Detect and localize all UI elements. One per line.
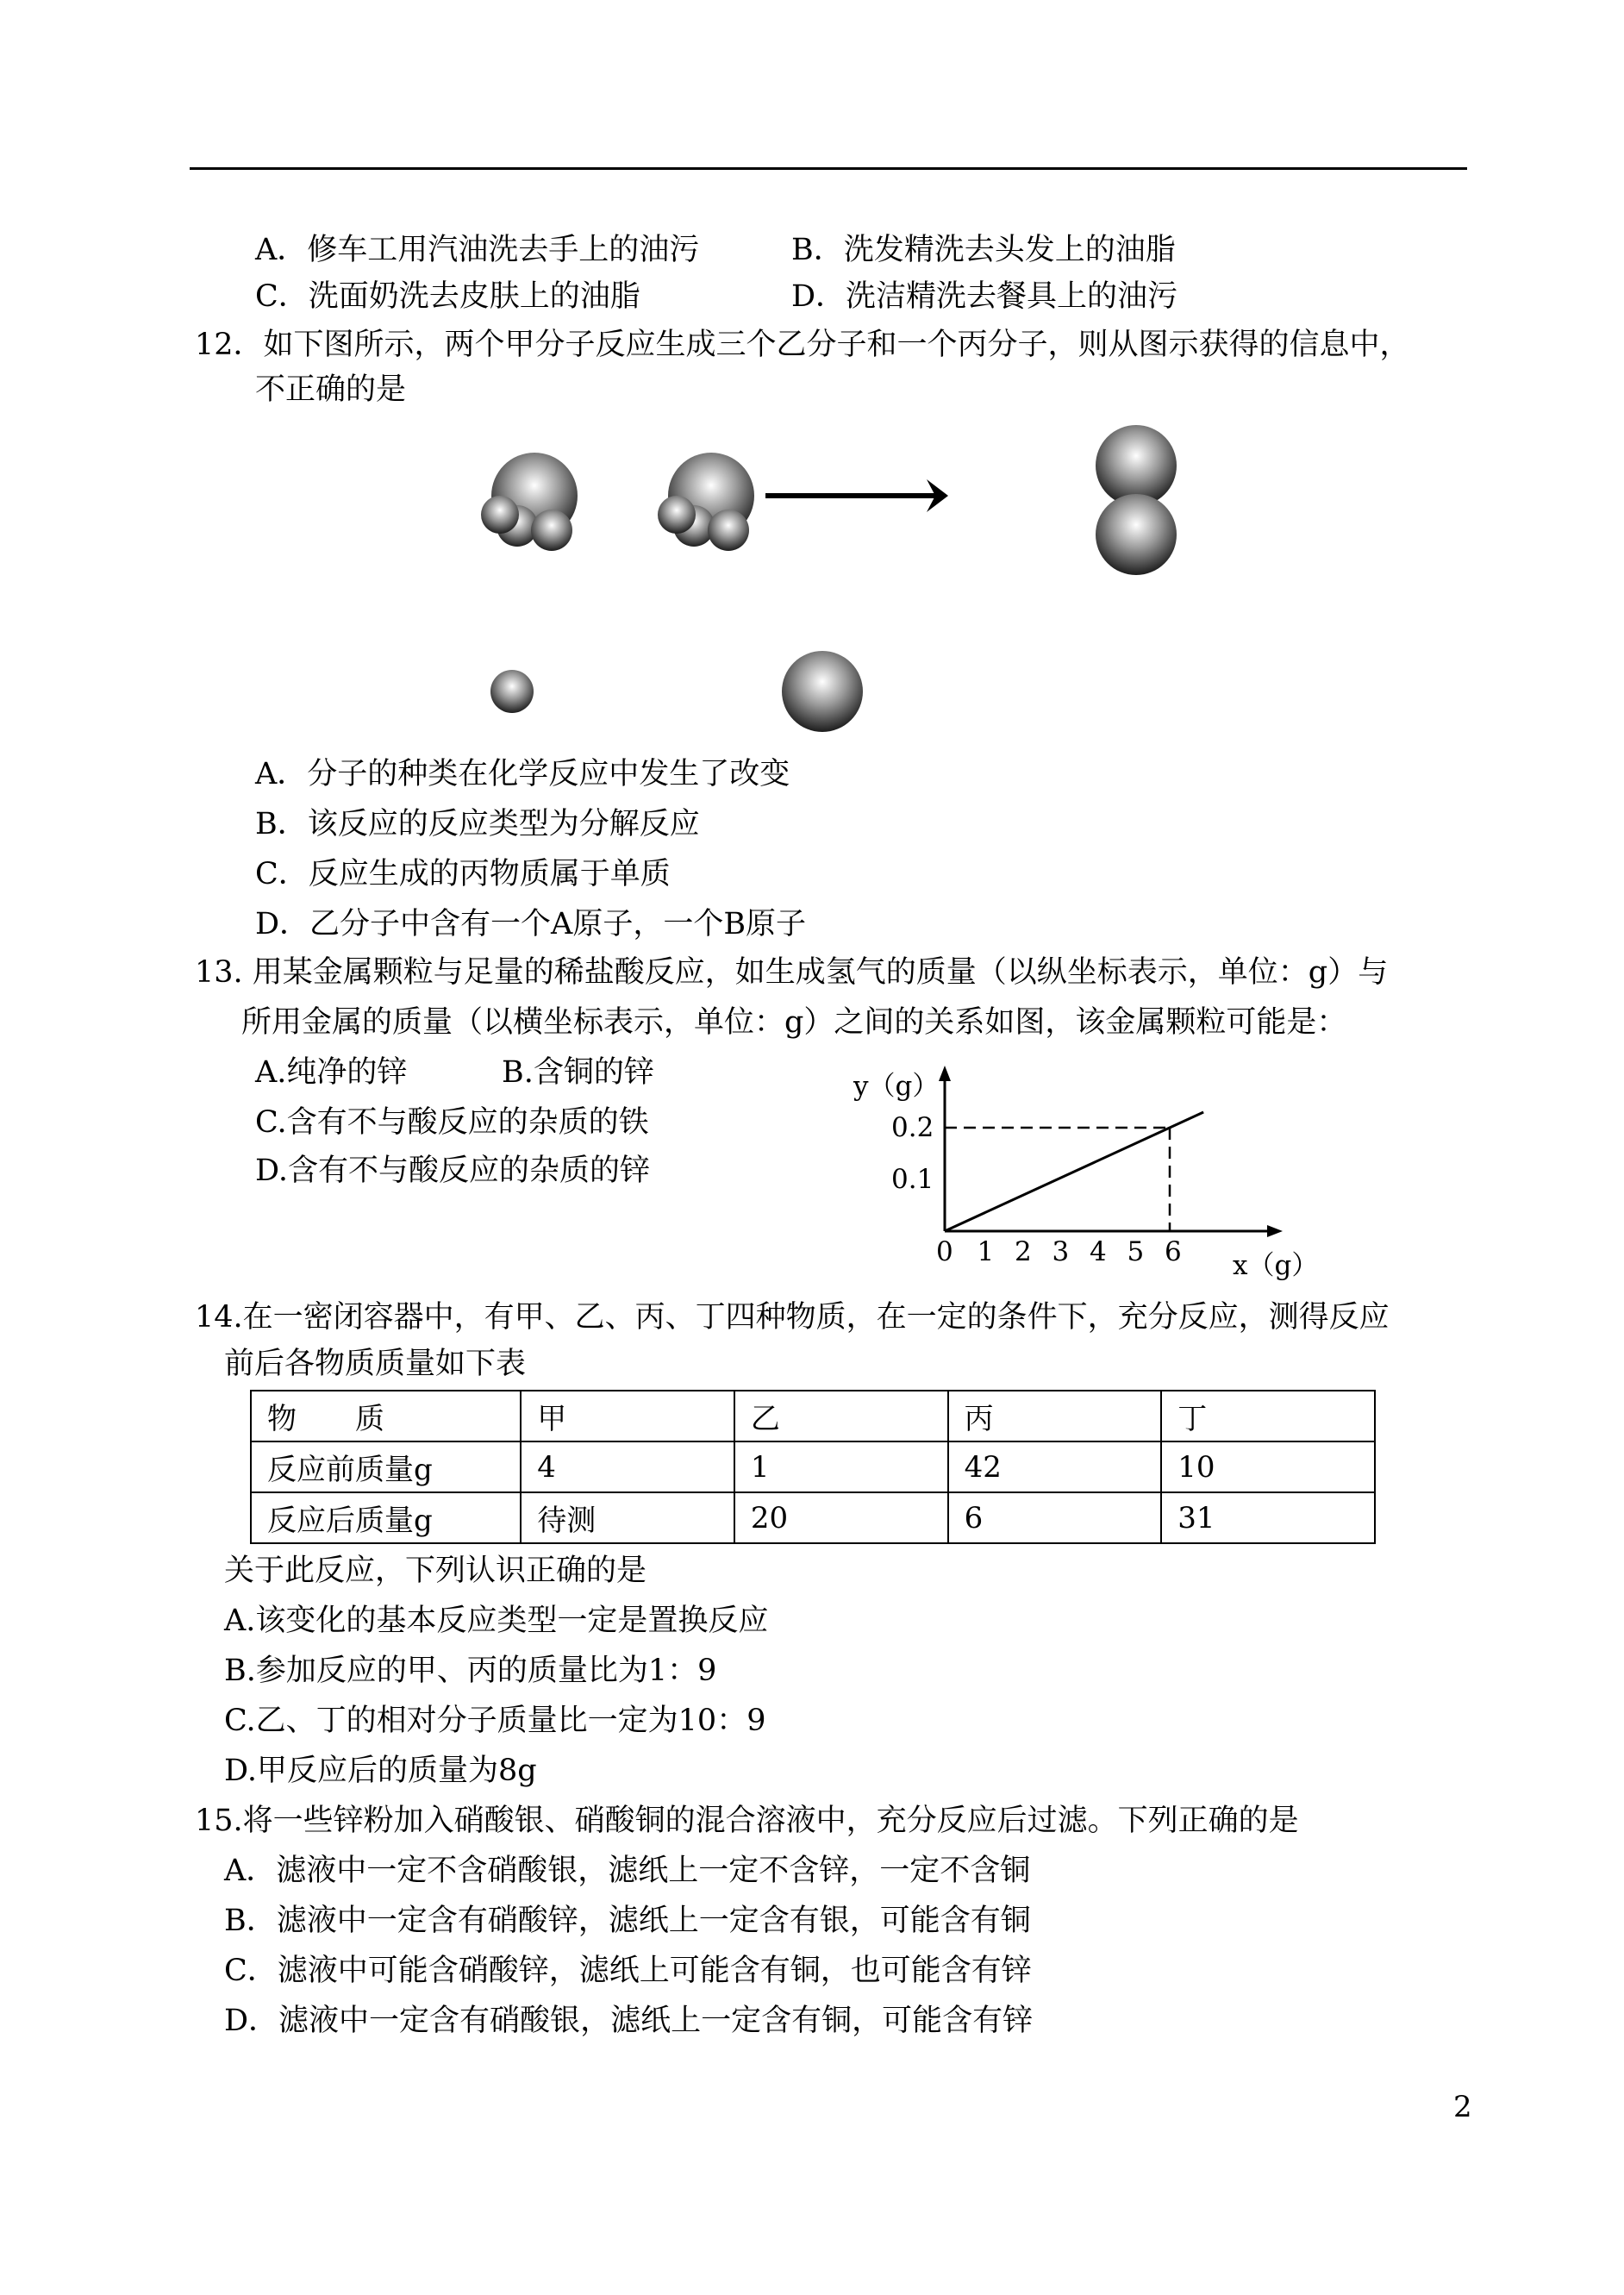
q12-stem-line1: 12．如下图所示，两个甲分子反应生成三个乙分子和一个丙分子，则从图示获得的信息中， xyxy=(195,328,1410,362)
table-header-cell: 丙 xyxy=(948,1391,1162,1441)
q14-option-c: C.乙、丁的相对分子质量比一定为10：9 xyxy=(224,1704,766,1738)
x-axis-arrow xyxy=(1267,1225,1283,1237)
table-cell: 待测 xyxy=(521,1492,734,1543)
q11-option-c: C．洗面奶洗去皮肤上的油脂 xyxy=(255,279,640,314)
y-tick-label: 0.2 xyxy=(891,1112,934,1143)
table-cell: 反应前质量g xyxy=(251,1441,521,1492)
q12-option-d: D．乙分子中含有一个A原子，一个B原子 xyxy=(255,907,807,941)
header-rule xyxy=(190,167,1467,170)
page-number: 2 xyxy=(1453,2090,1472,2124)
table-cell: 6 xyxy=(948,1492,1162,1543)
q14-stem-line2: 前后各物质质量如下表 xyxy=(224,1347,527,1381)
q14-stem-line1: 14.在一密闭容器中，有甲、乙、丙、丁四种物质，在一定的条件下，充分反应，测得反应 xyxy=(195,1300,1390,1335)
q15-option-d: D．滤液中一定含有硝酸银，滤纸上一定含有铜，可能含有锌 xyxy=(224,2004,1034,2038)
x-tick-label: 4 xyxy=(1090,1236,1107,1267)
q11-option-b: B．洗发精洗去头发上的油脂 xyxy=(791,233,1176,267)
large-atom xyxy=(782,651,863,732)
q14-option-b: B.参加反应的甲、丙的质量比为1：9 xyxy=(224,1654,717,1688)
q11-option-a: A．修车工用汽油洗去手上的油污 xyxy=(255,233,700,267)
y-axis-label: y（g） xyxy=(853,1071,940,1102)
q14-option-a: A.该变化的基本反应类型一定是置换反应 xyxy=(224,1604,769,1638)
molecule-diagram xyxy=(465,414,1207,741)
y-axis-arrow xyxy=(939,1066,951,1081)
table-row xyxy=(251,1441,1375,1492)
q12-option-c: C．反应生成的丙物质属于单质 xyxy=(255,857,671,891)
q12-option-b: B．该反应的反应类型为分解反应 xyxy=(255,807,700,841)
q14-mass-table xyxy=(250,1390,1376,1544)
reactant-molecule-1 xyxy=(481,453,578,551)
q12-stem-line2: 不正确的是 xyxy=(255,372,407,407)
table-header-cell: 甲 xyxy=(521,1391,734,1441)
table-cell: 10 xyxy=(1161,1441,1375,1492)
q13-option-c: C.含有不与酸反应的杂质的铁 xyxy=(255,1105,649,1140)
reaction-arrow xyxy=(765,479,948,512)
table-cell: 反应后质量g xyxy=(251,1492,521,1543)
x-tick-label: 5 xyxy=(1127,1236,1145,1267)
table-header-row xyxy=(251,1391,1375,1441)
q15-option-b: B．滤液中一定含有硝酸锌，滤纸上一定含有银，可能含有铜 xyxy=(224,1904,1031,1938)
x-tick-label: 2 xyxy=(1015,1236,1032,1267)
q13-option-b: B.含铜的锌 xyxy=(502,1055,654,1090)
q15-option-a: A．滤液中一定不含硝酸银，滤纸上一定不含锌，一定不含铜 xyxy=(224,1854,1031,1888)
x-axis-label: x（g） xyxy=(1233,1250,1319,1281)
q13-stem-line1: 13. 用某金属颗粒与足量的稀盐酸反应，如生成氢气的质量（以纵坐标表示，单位：g）与 xyxy=(195,955,1389,990)
y-tick-label: 0.1 xyxy=(891,1164,934,1195)
q14-option-d: D.甲反应后的质量为8g xyxy=(224,1754,537,1788)
table-cell: 42 xyxy=(948,1441,1162,1492)
reactant-molecule-2 xyxy=(658,453,754,551)
table-cell: 31 xyxy=(1161,1492,1375,1543)
series-line xyxy=(945,1112,1203,1231)
q15-stem: 15.将一些锌粉加入硝酸银、硝酸铜的混合溶液中，充分反应后过滤。下列正确的是 xyxy=(195,1804,1299,1838)
x-tick-label: 1 xyxy=(977,1236,995,1267)
x-tick-label: 0 xyxy=(936,1236,953,1267)
q12-option-a: A．分子的种类在化学反应中发生了改变 xyxy=(255,757,790,791)
q15-option-c: C．滤液中可能含硝酸锌，滤纸上可能含有铜，也可能含有锌 xyxy=(224,1954,1032,1988)
product-molecule xyxy=(1096,425,1177,575)
table-cell: 4 xyxy=(521,1441,734,1492)
q13-option-a: A.纯净的锌 xyxy=(255,1055,408,1090)
table-header-cell: 丁 xyxy=(1161,1391,1375,1441)
q11-option-d: D．洗洁精洗去餐具上的油污 xyxy=(791,279,1178,314)
table-cell: 1 xyxy=(734,1441,948,1492)
x-tick-label: 3 xyxy=(1052,1236,1070,1267)
small-atom xyxy=(490,670,534,713)
q14-prompt: 关于此反应，下列认识正确的是 xyxy=(224,1554,647,1588)
q13-option-d: D.含有不与酸反应的杂质的锌 xyxy=(255,1154,650,1188)
table-header-cell: 乙 xyxy=(734,1391,948,1441)
q13-stem-line2: 所用金属的质量（以横坐标表示，单位：g）之间的关系如图，该金属颗粒可能是： xyxy=(241,1005,1347,1040)
x-tick-label: 6 xyxy=(1165,1236,1182,1267)
table-header-cell: 物 质 xyxy=(251,1391,521,1441)
table-row xyxy=(251,1492,1375,1543)
table-cell: 20 xyxy=(734,1492,948,1543)
q13-chart xyxy=(845,1060,1362,1302)
